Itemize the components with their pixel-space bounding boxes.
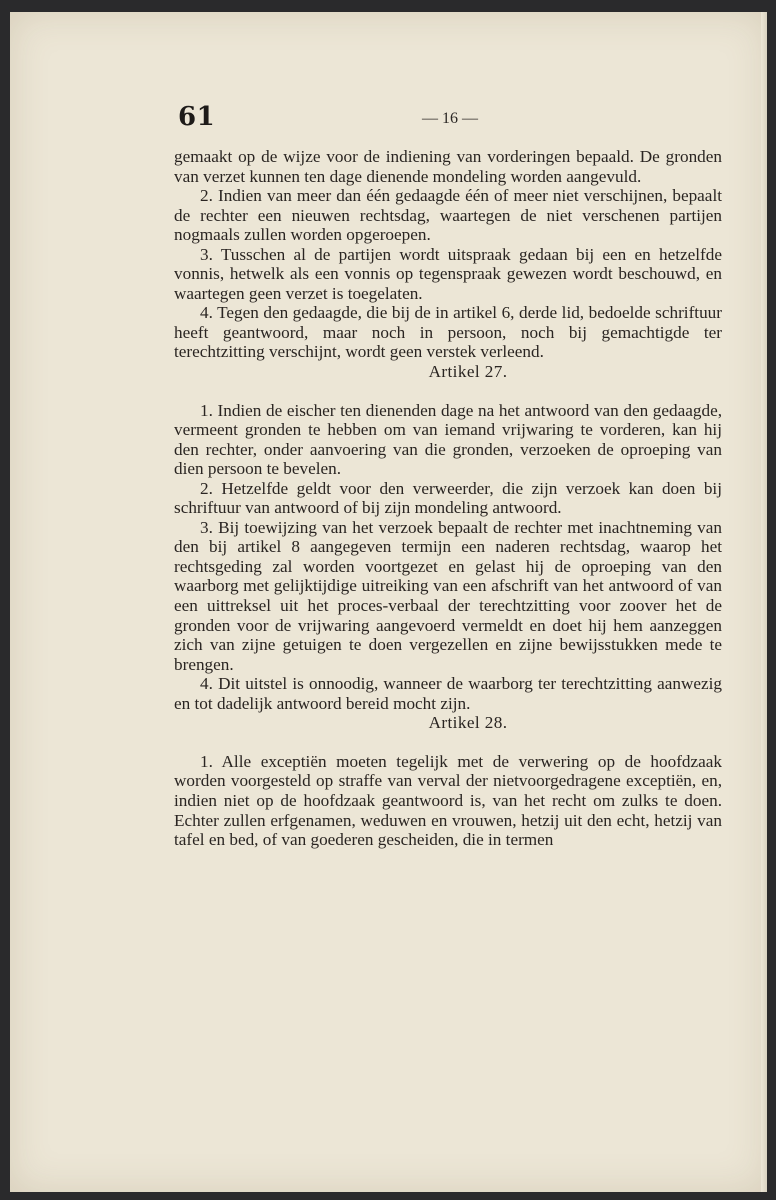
page-edge [761,12,767,1192]
page-body [174,147,722,850]
book-page [10,12,767,1192]
paragraph: 2. Indien van meer dan één gedaagde één of meer niet verschijnen, bepaalt de rechter een nieuwen rechtsdag, waartegen de niet verschenen partijen nogmaals zullen worden opgeroepen. [174,186,722,245]
paragraph: 4. Tegen den gedaagde, die bij de in artikel 6, derde lid, bedoelde schriftuur heeft geantwoord, maar noch in persoon, noch bij gemachtigde ter terechtzitting verschijnt, wordt geen verstek verleend. [174,303,722,362]
stamp-number: 61 [178,102,216,132]
paragraph: 3. Tusschen al de partijen wordt uitspraak gedaan bij een en hetzelfde vonnis, hetwelk als een vonnis op tegenspraak gewezen wordt beschouwd, en waartegen geen verzet is toegelaten. [174,244,722,303]
paragraph: 3. Bij toewijzing van het verzoek bepaalt de rechter met inachtneming van den bij artikel 8 aangegeven termijn een naderen rechtsdag, waarop het rechtsgeding zal worden voortgezet en gelast hij de oproeping van den waarborg met gelijktijdige uitreiking van een afschrift van het antwoord of van een uittreksel uit het proces-verbaal der terechtzitting voor zoover het de gronden voor de vrijwaring aangevoerd vermeldt en doet hij hem aanzeggen zich van zijne getuigen te doen vergezellen en zijne bewijsstukken mede te brengen. [174,517,722,674]
spacer [174,382,722,401]
paragraph: gemaakt op de wijze voor de indiening van vorderingen bepaald. De gronden van verzet kunnen ten dage dienende mondeling worden aangevuld. [174,147,722,186]
article-heading: Artikel 27. [428,362,508,382]
page-number: — 16 — [422,110,478,127]
article-heading: Artikel 28. [428,713,508,733]
paragraph: 1. Indien de eischer ten dienenden dage na het antwoord van den gedaagde, vermeent gronden te hebben om van iemand vrijwaring te vorderen, kan hij den rechter, onder aanvoering van die gronden, verzoeken de oproeping van dien persoon te bevelen. [174,400,722,479]
spacer [174,733,722,752]
paragraph: 1. Alle exceptiën moeten tegelijk met de verwering op de hoofdzaak worden voorgesteld op straffe van verval der nietvoorgedragene exceptiën, en, indien niet op de hoofdzaak geantwoord is, van het recht om zulks te doen. Echter zullen erfgenamen, weduwen en vrouwen, hetzij uit den echt, hetzij van tafel en bed, of van goederen gescheiden, die in termen [174,751,722,850]
paragraph: 2. Hetzelfde geldt voor den verweerder, die zijn verzoek kan doen bij schriftuur van antwoord of bij zijn mondeling antwoord. [174,478,722,518]
paragraph: 4. Dit uitstel is onnoodig, wanneer de waarborg ter terechtzitting aanwezig en tot dadelijk antwoord bereid mocht zijn. [174,674,722,713]
